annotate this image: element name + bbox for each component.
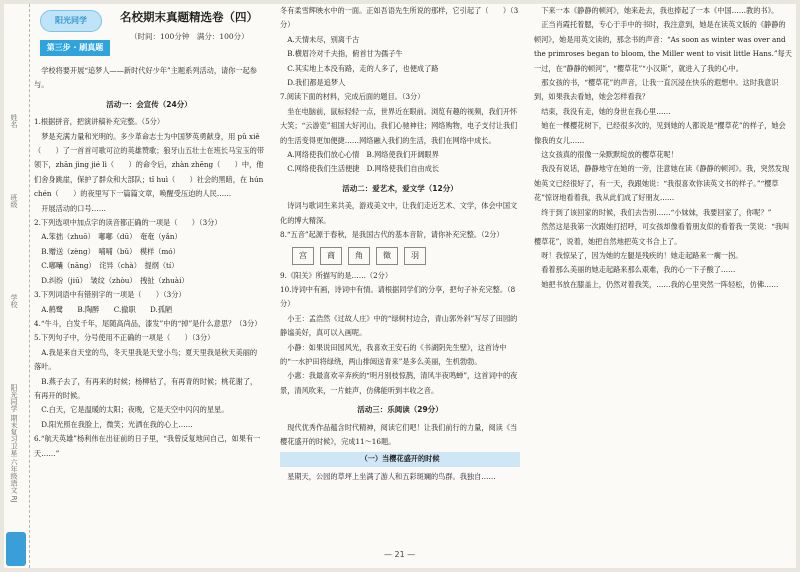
text-paragraph: B.横眉冷对千夫指，俯首甘为孺子牛 (280, 49, 403, 59)
column-left (34, 4, 264, 568)
text-paragraph: 下来一本《静静的顿河》，她来赴去，我也捧起了一本《中国……教的书》。 (534, 6, 779, 15)
name-label: 姓名 (10, 114, 18, 128)
brand-logo: 阳光同学 (40, 10, 102, 32)
text-paragraph: 2.下列选项中加点字的读音都正确的一项是（ ）（3分） (34, 218, 222, 228)
text-paragraph: 1.根据拼音，把演讲稿补充完整。（5分） (34, 117, 165, 127)
text-paragraph: D.我们都是追梦人 (280, 78, 346, 88)
exam-page (4, 4, 796, 568)
text-paragraph: B.燕子去了，有再来的时候；杨柳枯了，有再青的时候；桃花谢了，有再开的时候。 (34, 376, 258, 400)
text-paragraph: A.我是来自天堂的鸟，冬天里我是天堂小鸟；夏天里我是秋天美丽的落叶。 (34, 347, 258, 372)
text-paragraph: 冬有柔雪辉映水中的一面。正如吾语先生所说的那样，它引起了（ ）（3分） (280, 6, 519, 30)
text-paragraph: 结束，我没有走，她的身世在我心里…… (534, 106, 671, 116)
exam-header (34, 4, 264, 64)
text-paragraph: 学校将要开展“追梦人——新时代好少年”主题系列活动，请你一起参与。 (34, 66, 257, 90)
text-paragraph: 诗词与歌词生来共美，游戏美文中，让我们走近艺术、文学，体会中国文化的博大精深。 (280, 201, 518, 225)
text-paragraph: 开展活动的口号…… (34, 203, 106, 213)
step-banner: 第三步 · 刷真题 (40, 40, 110, 56)
column-left-body (34, 64, 264, 461)
text-paragraph: 6.“航天英雄”杨利伟在出征前的日子里，“我曾反复地问自己，如果有一天……” (34, 434, 261, 458)
class-label: 班级 (10, 194, 18, 208)
column-middle (280, 4, 520, 568)
text-paragraph: A.鹤鹭 B.陶醉 C.撤职 D.孤陋 (34, 304, 173, 314)
text-paragraph: 正当肖霞托着腮，专心于手中的书时，我注意到，她是在读英文版的《静静的顿河》，她是用英文读的，那念书的声音：“As soon as winter was over and the primroses began to bloom, the Miller went to visit little Hans.”每天一过，在“静静的顿河”，“樱草花”“小汉斯”，就进入了我的心中。 (534, 20, 792, 73)
text-paragraph: 坐在电脑前，鼠标轻轻一点，世界近在眼前。浏览有趣的视频，我们开怀大笑；“云游览”祖国大好河山，我们心驰神往；网络购物，电子支付让我们的生活变得更加便捷……网络融入我们的生活，我们在网络中成长。 (280, 106, 518, 145)
text-paragraph: 9.《阳关》所描写的是……（2分） (280, 270, 393, 280)
book-series-label: 阳光同学 期末复习卫星 六年级语文 RJ (10, 384, 18, 503)
text-paragraph: 星期天，公园的草坪上坐满了游人和五彩斑斓的鸟群。我独自…… (280, 471, 496, 481)
text-paragraph: 呀！我惊呆了，因为她的左腿是残疾的！她走起路来一瘸一拐。 (534, 250, 743, 260)
text-paragraph: 现代优秀作品蕴含时代精神，阅读它们吧！让我们前行的力量，阅读《当樱花盛开的时候》，完成11～16题。 (280, 422, 518, 446)
text-paragraph: D.阳光照在我脸上，微笑；光洒在我的心上…… (34, 419, 193, 429)
reading-title: （一）当樱花盛开的时候 (280, 452, 520, 466)
text-paragraph: 终于到了该回家的时候，我们去告别……“小妹妹，我要回家了，你呢？” (534, 207, 772, 217)
text-paragraph: 5.下列句子中，分号使用不正确的一项是（ ）（3分） (34, 333, 215, 343)
text-paragraph: 梦是充满力量和光明的。多少革命志士为中国梦英勇献身，用 pǔ xiě（ ）了一首首可歌可泣的英雄赞歌；狼牙山五壮士在班长马宝玉的带领下，zhān jìng jié lì（ ）的命令后，zhàn zhēng（ ）中，他们舍身跳崖，保护了群众和大部队；tǐ huì（ ）社会的黑暗，在 hún chén（ ）的夜里写下一篇篇文章，唤醒受压迫的人民…… (34, 131, 264, 199)
text-paragraph: D.纠纷（jiū） 皱纹（zhòu） 拽扯（zhuài） (34, 275, 189, 285)
school-label: 学校 (10, 294, 18, 308)
text-paragraph: 她把书放在膝盖上，仍然对着我笑，……我的心里突然一阵轻松，仿佛…… (534, 279, 779, 289)
text-paragraph: 7.阅读下面的材料，完成后面的题目。（3分） (280, 92, 425, 102)
text-paragraph: A.网络使我们放心心情 B.网络使我们开阔眼界 (280, 150, 439, 160)
text-paragraph: 3.下列词语中有错别字的一项是（ ）（3分） (34, 290, 186, 300)
text-paragraph: 那女孩的书，“樱草花”的声音，让我一直沉浸在快乐的遐想中。这时我意识到，如果我去看她，她会怎样看我？ (534, 78, 779, 102)
section-heading: 活动一：会宣传（24分） (106, 99, 192, 109)
text-paragraph: B.赠送（zèng） 哺哺（bǔ） 模样（mó） (34, 246, 180, 256)
column-middle-body (280, 4, 520, 484)
text-paragraph: 看着那么美丽的她走起路来那么艰难，我的心一下子酸了…… (534, 265, 736, 275)
section-heading: 活动二：爱艺术，爱文学（12分） (342, 183, 458, 193)
text-paragraph: A.天情未尽，别离千古 (280, 34, 360, 44)
text-paragraph: A.笨拙（zhuō） 嘟嘟（dū） 奄奄（yǎn） (34, 232, 182, 242)
binding-margin (4, 4, 30, 568)
text-paragraph: C.网络使我们生活便捷 D.网络使我们自由成长 (280, 164, 440, 174)
text-paragraph: 小静：如果说田园风光，我喜欢王安石的《书湖阴先生壁》，这首诗中的“一水护田将绿绕，两山排闼送青来”是多么美丽，生机勃勃。 (280, 342, 507, 366)
text-paragraph: 10.诗词中有画，诗词中有情。请根据同学们的分享，把句子补充完整。（8分） (280, 284, 516, 309)
text-paragraph: 8.“五音”起源于春秋，是我国古代的基本音阶，请你补充完整。（2分） (280, 230, 504, 240)
text-paragraph: 我没有说话，静静地守在她的一旁，注意她在读《静静的顿河》。我，突然发现她英文已经很好了，有一天，我跟她说：“我很喜欢你读英文书的样子。”“樱草花”惊讶地看着我，我从此们成了好朋友…… (534, 164, 790, 203)
text-paragraph: C.其实地上本没有路，走的人多了，也便成了路 (280, 63, 439, 73)
section-heading: 活动三：乐阅读（29分） (357, 405, 443, 415)
series-tab (6, 532, 26, 566)
grid-cell: 商 (320, 247, 342, 265)
text-paragraph: 小惠：我最喜欢辛弃疾的“明月别枝惊鹊，清风半夜鸣蝉”，这首词中的夜景，清风吹来，一片蛙声，仿佛能听到丰收之音。 (280, 371, 518, 395)
grid-cell: 宫 (292, 247, 314, 265)
text-paragraph: 4.“牛斗，白发千年，尾随高尚品，漆发”中的“掉”是什么意思？（3分） (34, 318, 262, 328)
text-paragraph: 这女孩真的很像一朵默默绽放的樱草花呢！ (534, 150, 678, 160)
column-right (534, 4, 792, 568)
grid-cell: 羽 (404, 247, 426, 265)
text-paragraph: 然然这是我第一次跟她打招呼，可女孩却像看着朋友似的看着我一笑说：“我叫樱草花”，说着，她把自然地把英文书合上了。 (534, 222, 790, 246)
grid-cell: 徵 (376, 247, 398, 265)
text-paragraph: C.嘟囔（nāng） 诧异（chà） 提纲（tí） (34, 261, 179, 271)
text-paragraph: C.白天，它是温暖的太阳；夜晚，它是天空中闪闪的星星。 (34, 405, 229, 415)
text-paragraph: 小王：孟浩然《过故人庄》中的“绿树村边合，青山郭外斜”写尽了田园的静谧美好，真可以入画呢。 (280, 313, 518, 338)
column-right-body (534, 4, 792, 292)
grid-cell: 角 (348, 247, 370, 265)
page-number: — 21 — (384, 550, 416, 559)
exam-title: 名校期末真题精选卷（四） (120, 10, 258, 24)
pentatonic-grid (292, 247, 520, 265)
exam-time-score: （时间：100分钟 满分：100分） (130, 32, 249, 41)
text-paragraph: 她在一棵樱花树下，已经很多次的，见到她的人都说是“樱草花”的样子，她会像我的女儿…… (534, 121, 786, 145)
